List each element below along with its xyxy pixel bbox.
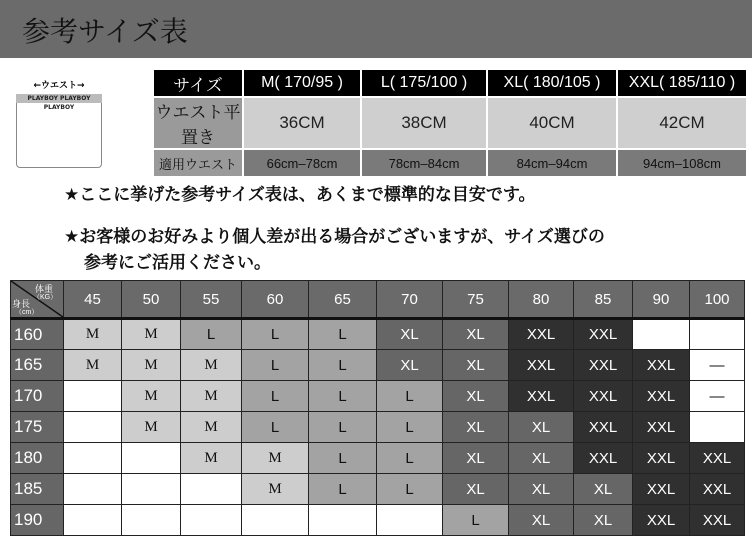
size-cell <box>64 505 122 536</box>
cell: 94cm–108cm <box>617 149 747 177</box>
height-weight-grid <box>10 280 745 536</box>
size-cell <box>377 505 443 536</box>
header-cell: XXL( 185/110 ) <box>617 69 747 97</box>
size-cell: XL <box>509 412 574 443</box>
grid-row <box>11 412 745 443</box>
size-cell <box>242 505 309 536</box>
size-cell <box>633 319 690 350</box>
height-cell: 160 <box>11 319 64 350</box>
size-cell: L <box>242 381 309 412</box>
size-cell: L <box>443 505 509 536</box>
size-cell: M <box>242 474 309 505</box>
height-unit: （cm） <box>15 309 39 316</box>
size-cell <box>64 381 122 412</box>
size-cell: L <box>377 474 443 505</box>
size-cell: XL <box>509 474 574 505</box>
header-cell: サイズ <box>153 69 243 97</box>
height-cell: 185 <box>11 474 64 505</box>
size-table-header <box>153 69 747 97</box>
size-cell <box>122 474 181 505</box>
size-cell: XL <box>443 443 509 474</box>
fit-waist-row <box>153 149 747 177</box>
size-cell: M <box>181 381 242 412</box>
cell: 78cm–84cm <box>361 149 487 177</box>
size-cell <box>64 412 122 443</box>
underwear-figure <box>14 78 104 168</box>
size-cell: L <box>377 381 443 412</box>
cell: 40CM <box>487 97 617 149</box>
size-cell <box>690 319 745 350</box>
height-label: 身長 <box>12 299 31 309</box>
height-cell: 190 <box>11 505 64 536</box>
size-cell <box>122 443 181 474</box>
size-cell: M <box>181 443 242 474</box>
cell: 84cm–94cm <box>487 149 617 177</box>
size-cell: L <box>309 474 377 505</box>
size-cell: XXL <box>574 381 633 412</box>
size-cell: XXL <box>633 350 690 381</box>
grid-row <box>11 474 745 505</box>
weight-header: 100 <box>690 281 745 319</box>
size-cell: L <box>309 319 377 350</box>
cell: 38CM <box>361 97 487 149</box>
size-cell <box>690 412 745 443</box>
corner-cell <box>11 281 63 317</box>
grid-row <box>11 319 745 350</box>
size-cell: M <box>122 319 181 350</box>
size-cell: L <box>309 381 377 412</box>
size-cell: XL <box>574 505 633 536</box>
size-cell: L <box>242 350 309 381</box>
size-cell: L <box>377 412 443 443</box>
size-cell: XL <box>443 381 509 412</box>
grid-row <box>11 381 745 412</box>
size-cell: L <box>242 412 309 443</box>
size-cell: XL <box>509 505 574 536</box>
grid-row <box>11 350 745 381</box>
size-cell: L <box>309 443 377 474</box>
page-title: 参考サイズ表 <box>22 15 188 48</box>
size-cell: M <box>64 350 122 381</box>
size-cell: M <box>64 319 122 350</box>
weight-header: 70 <box>377 281 443 319</box>
weight-header: 50 <box>122 281 181 319</box>
weight-header-row <box>11 281 745 319</box>
size-cell: M <box>122 381 181 412</box>
size-cell: — <box>690 350 745 381</box>
cell: 42CM <box>617 97 747 149</box>
note-2: ★お客様のお好みより個人差が出る場合がございますが、サイズ選びの <box>64 227 605 247</box>
weight-header: 45 <box>64 281 122 319</box>
row-label: 適用ウエスト <box>153 149 243 177</box>
size-cell: XXL <box>690 443 745 474</box>
size-cell: XXL <box>690 474 745 505</box>
header-cell: L( 175/100 ) <box>361 69 487 97</box>
waist-flat-row <box>153 97 747 149</box>
size-cell: XL <box>377 319 443 350</box>
size-cell <box>181 505 242 536</box>
size-cell: XL <box>443 474 509 505</box>
weight-header: 65 <box>309 281 377 319</box>
height-cell: 170 <box>11 381 64 412</box>
weight-header: 75 <box>443 281 509 319</box>
size-cell: L <box>309 350 377 381</box>
size-cell: XL <box>443 350 509 381</box>
weight-header: 85 <box>574 281 633 319</box>
size-cell: XXL <box>690 505 745 536</box>
size-cell: XL <box>377 350 443 381</box>
size-cell: XXL <box>633 381 690 412</box>
size-cell: M <box>181 350 242 381</box>
weight-header: 90 <box>633 281 690 319</box>
weight-header: 80 <box>509 281 574 319</box>
size-cell: M <box>242 443 309 474</box>
waist-label: ←ウエスト→ <box>33 81 85 91</box>
size-cell <box>64 443 122 474</box>
row-label: ウエスト平置き <box>153 97 243 149</box>
size-cell: XXL <box>633 505 690 536</box>
size-cell: L <box>181 319 242 350</box>
note-1: ★ここに挙げた参考サイズ表は、あくまで標準的な目安です。 <box>64 185 536 205</box>
size-cell: L <box>242 319 309 350</box>
size-cell: M <box>122 350 181 381</box>
grid-row <box>11 443 745 474</box>
height-cell: 165 <box>11 350 64 381</box>
size-cell: — <box>690 381 745 412</box>
size-cell: XXL <box>574 412 633 443</box>
size-cell: XXL <box>574 443 633 474</box>
height-cell: 175 <box>11 412 64 443</box>
weight-label: 体重 <box>35 284 54 294</box>
size-cell: XXL <box>633 443 690 474</box>
size-cell: L <box>309 412 377 443</box>
size-cell: XL <box>509 443 574 474</box>
title-banner <box>0 0 752 58</box>
header-cell: M( 170/95 ) <box>243 69 361 97</box>
weight-header: 60 <box>242 281 309 319</box>
note-3: 参考にご活用ください。 <box>84 253 271 273</box>
size-cell: XXL <box>509 350 574 381</box>
size-cell: XXL <box>574 319 633 350</box>
size-cell <box>64 474 122 505</box>
size-cell: XL <box>443 319 509 350</box>
size-cell: XXL <box>633 474 690 505</box>
size-cell: XL <box>574 474 633 505</box>
size-cell <box>181 474 242 505</box>
size-cell <box>309 505 377 536</box>
size-cell: M <box>181 412 242 443</box>
size-cell <box>122 505 181 536</box>
grid-row <box>11 505 745 536</box>
cell: 36CM <box>243 97 361 149</box>
waistband-text: PLAYBOY PLAYBOY PLAYBOY <box>16 94 102 103</box>
size-cell: XXL <box>509 381 574 412</box>
size-cell: XXL <box>509 319 574 350</box>
weight-header: 55 <box>181 281 242 319</box>
cell: 66cm–78cm <box>243 149 361 177</box>
size-cell: XXL <box>574 350 633 381</box>
header-cell: XL( 180/105 ) <box>487 69 617 97</box>
weight-unit: （KG） <box>33 294 58 301</box>
height-cell: 180 <box>11 443 64 474</box>
size-cell: XXL <box>633 412 690 443</box>
size-cell: XL <box>443 412 509 443</box>
size-cell: L <box>377 443 443 474</box>
size-cell: M <box>122 412 181 443</box>
size-table <box>152 68 748 178</box>
